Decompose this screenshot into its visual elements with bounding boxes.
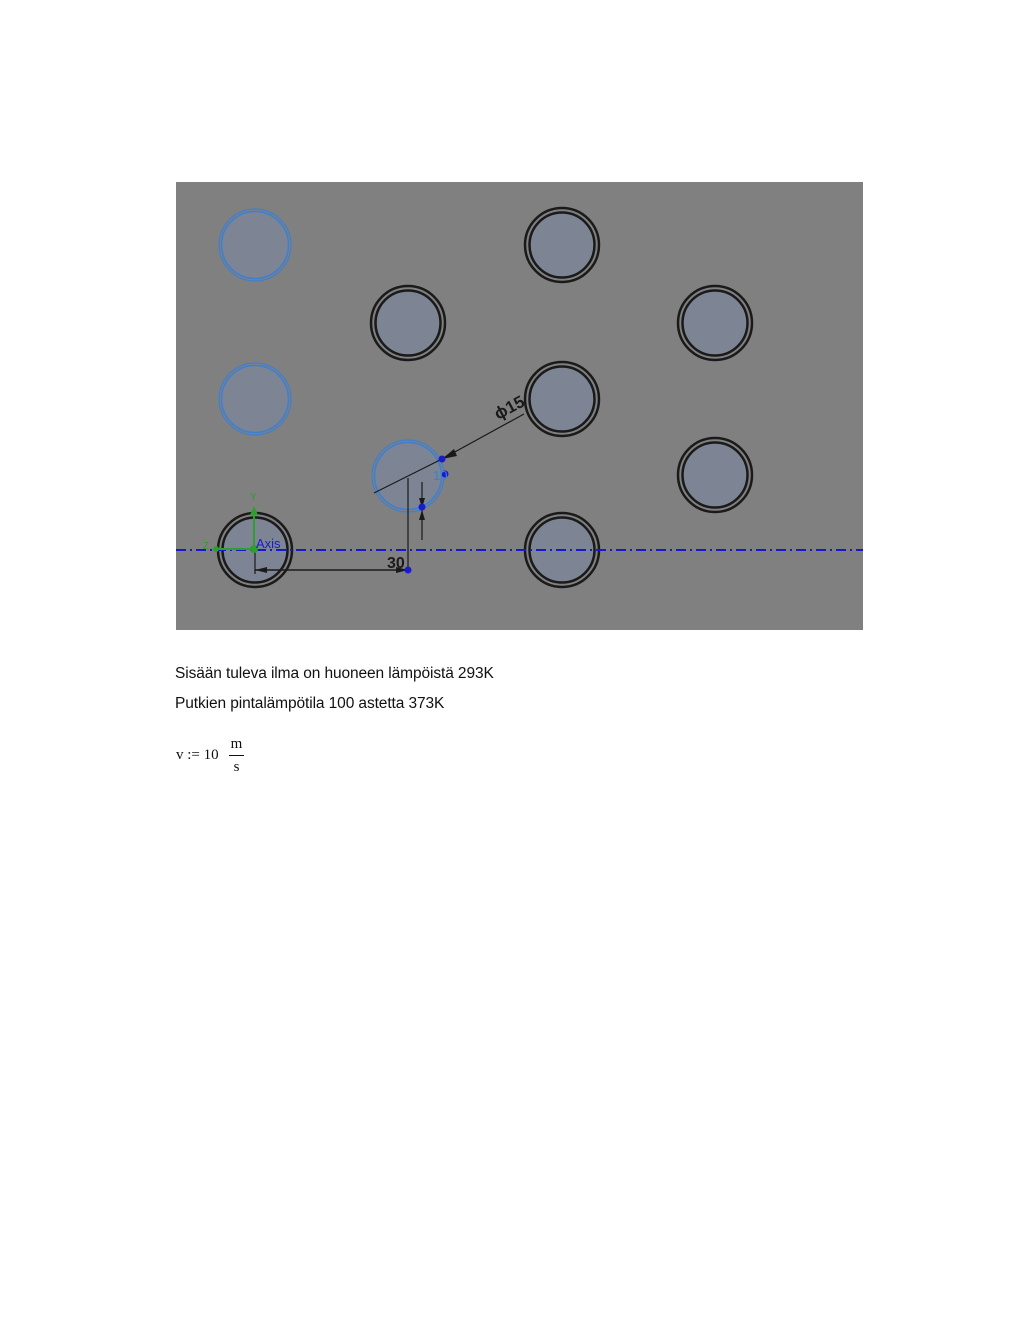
axis-label: Axis [256,536,281,551]
vertical-arrow [419,510,425,520]
diameter-dimension: ϕ15 [490,391,528,424]
sketch-point [419,504,426,511]
tube-circle [525,362,599,436]
origin-point [213,546,219,552]
horizontal-dimension: 30 [387,555,405,572]
tube-circle [678,286,752,360]
vertical-dimension: 10 [433,468,448,483]
y-axis-arrow [250,506,258,515]
fraction-bar [229,755,244,756]
tube-circle [371,286,445,360]
formula-denominator: s [233,759,240,775]
inlet-air-text: Sisään tuleva ilma on huoneen lämpöistä 293K [175,665,494,682]
formula-lhs: v := 10 [176,747,219,763]
tube-circle [525,208,599,282]
tube-layout-sketch [176,182,863,630]
z-axis-label: Z [203,541,210,552]
sketch-point [439,456,446,463]
tube-circle [678,438,752,512]
y-axis-label: Y [250,492,257,503]
sketch-circle [219,209,291,281]
sketch-circle [219,363,291,435]
formula-fraction [229,736,244,776]
sketch-point [405,567,412,574]
formula-numerator: m [230,736,243,752]
tube-surface-text: Putkien pintalämpötila 100 astetta 373K [175,695,445,712]
cad-sketch-figure [176,182,863,630]
